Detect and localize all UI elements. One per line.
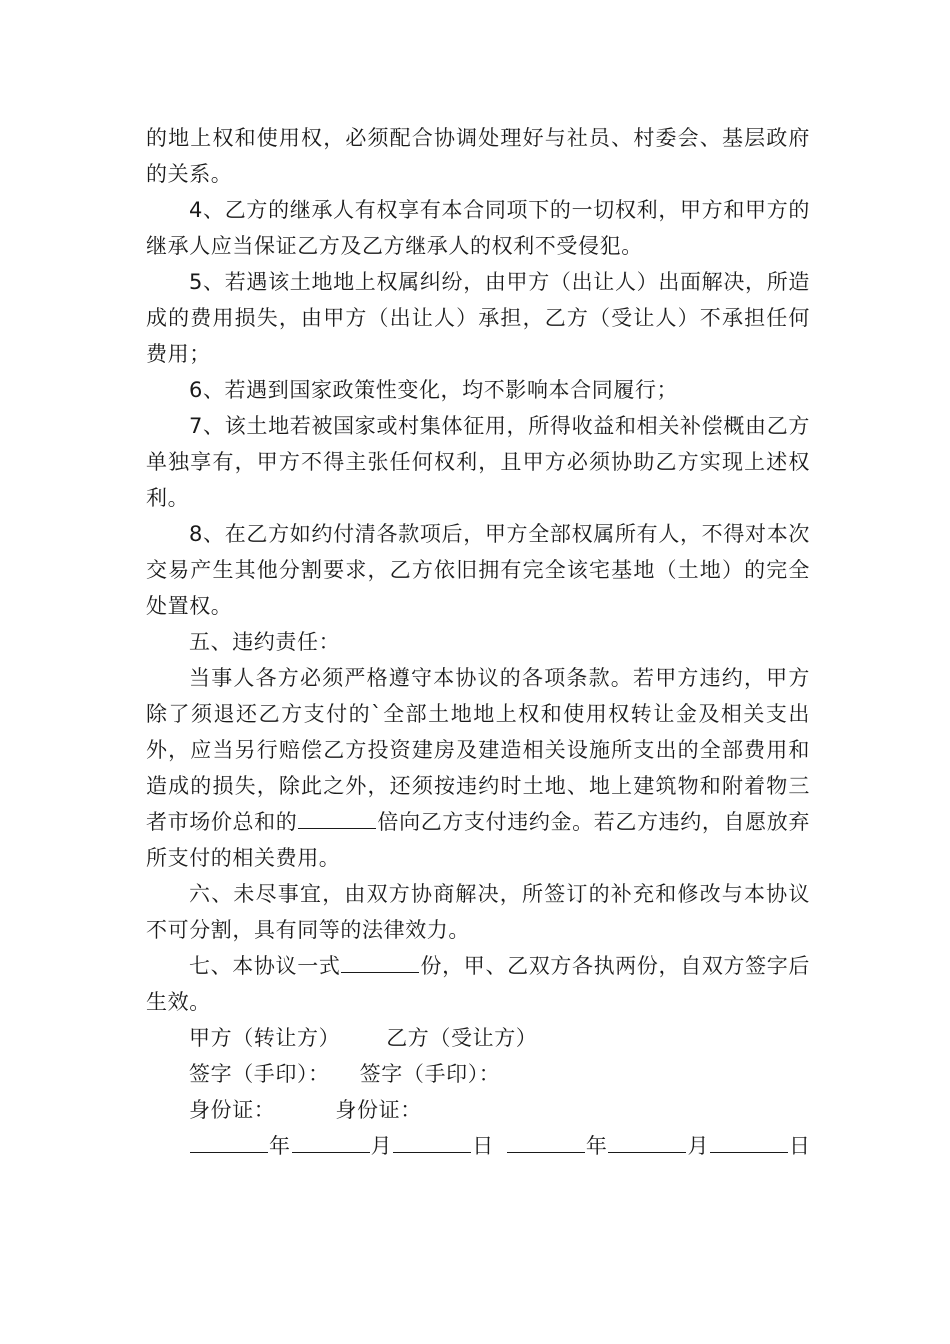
month-a-label: 月 [370,1134,393,1158]
day-a-label: 日 [472,1134,494,1158]
id-row [146,1092,810,1128]
year-a-blank[interactable] [190,1128,268,1153]
breach-text-before-blank: 当事人各方必须严格遵守本协议的各项条款。若甲方违约，甲方除了须退还乙方支付的`全部土地地上权和使用权转让金及相关支出外，应当另行赔偿乙方投资建房及建造相关设施所支出的全部费用和造成的损失，除此之外，还须按违约时土地、地上建筑物和附着物三者市场价总和的 [146,666,810,834]
year-b-blank[interactable] [507,1128,585,1153]
year-a-label: 年 [269,1134,291,1158]
breach-paragraph [146,660,810,876]
date-row [146,1128,810,1164]
signature-a-label: 签字（手印）： [189,1062,330,1086]
paragraph-1: 的地上权和使用权，必须配合协调处理好与社员、村委会、基层政府的关系。 [146,126,810,186]
day-b-blank[interactable] [710,1128,788,1153]
section-seven [146,948,810,1020]
id-b-label: 身份证： [335,1098,422,1122]
section-heading-breach: 五、违约责任： [189,630,341,654]
multiplier-blank[interactable] [298,804,376,829]
month-a-blank[interactable] [292,1128,370,1153]
document-body [146,120,810,1164]
parties-row [146,1020,810,1056]
signature-b-label: 签字（手印）： [359,1062,501,1086]
copies-text-after-blank: 份，甲、乙双方各执两份，自双方签字后生效。 [146,954,810,1014]
clause-6: 6、若遇到国家政策性变化，均不影响本合同履行； [189,378,679,402]
month-b-label: 月 [687,1134,710,1158]
month-b-blank[interactable] [608,1128,686,1153]
copies-blank[interactable] [341,948,419,973]
copies-text-before-blank: 七、本协议一式 [189,954,341,978]
party-a-label: 甲方（转让方） [189,1026,341,1050]
section-six: 六、未尽事宜，由双方协商解决，所签订的补充和修改与本协议不可分割，具有同等的法律效力。 [146,882,810,942]
clause-4: 4、乙方的继承人有权享有本合同项下的一切权利，甲方和甲方的继承人应当保证乙方及乙方继承人的权利不受侵犯。 [146,198,810,258]
id-a-label: 身份证： [189,1098,276,1122]
clause-7: 7、该土地若被国家或村集体征用，所得收益和相关补偿概由乙方单独享有，甲方不得主张任何权利，且甲方必须协助乙方实现上述权利。 [146,414,810,510]
signature-row [146,1056,810,1092]
day-a-blank[interactable] [393,1128,471,1153]
breach-text-after-blank: 倍向乙方支付违约金。若乙方违约，自愿放弃所支付的相关费用。 [146,810,810,870]
day-b-label: 日 [789,1134,811,1158]
party-b-label: 乙方（受让方） [386,1026,538,1050]
clause-8: 8、在乙方如约付清各款项后，甲方全部权属所有人，不得对本次交易产生其他分割要求，乙方依旧拥有完全该宅基地（土地）的完全处置权。 [146,522,810,618]
year-b-label: 年 [585,1134,608,1158]
clause-5: 5、若遇该土地地上权属纠纷，由甲方（出让人）出面解决，所造成的费用损失，由甲方（出让人）承担，乙方（受让人）不承担任何费用； [146,270,810,366]
